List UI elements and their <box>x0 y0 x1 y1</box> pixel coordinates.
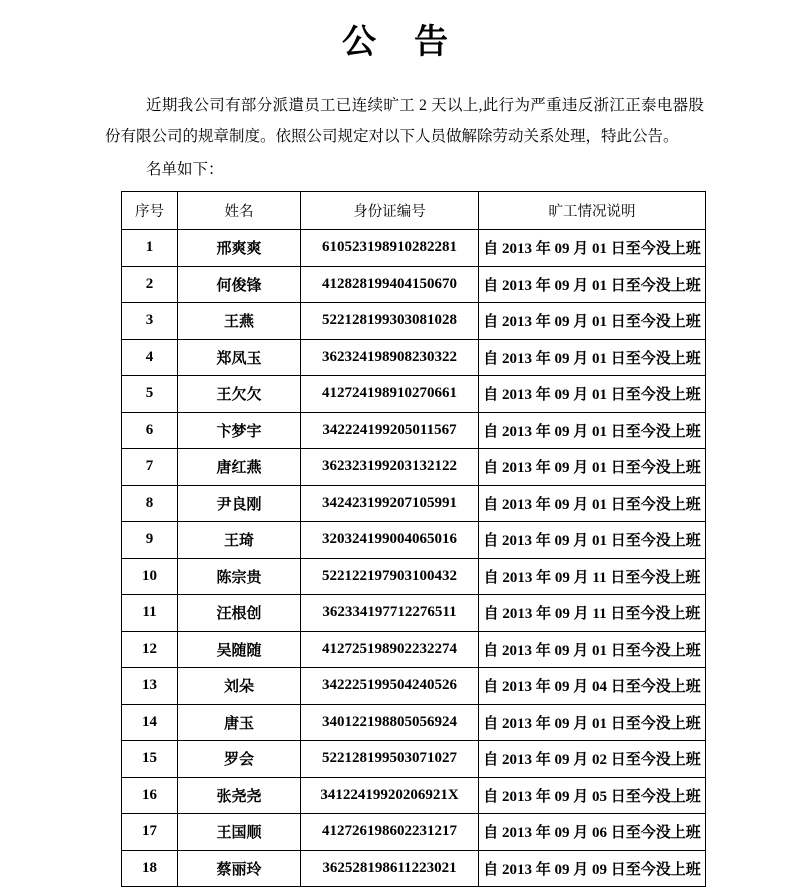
cell-index: 11 <box>122 595 178 632</box>
cell-index: 14 <box>122 704 178 741</box>
cell-name: 张尧尧 <box>178 777 301 814</box>
cell-id: 522122197903100432 <box>301 558 479 595</box>
header-absence: 旷工情况说明 <box>479 192 706 230</box>
cell-name: 王琦 <box>178 522 301 559</box>
header-index: 序号 <box>122 192 178 230</box>
table-row <box>122 595 706 632</box>
cell-index: 18 <box>122 850 178 887</box>
table-row <box>122 814 706 851</box>
cell-absence: 自 2013 年 09 月 02 日至今没上班 <box>479 741 706 778</box>
cell-absence: 自 2013 年 09 月 01 日至今没上班 <box>479 303 706 340</box>
table-row <box>122 485 706 522</box>
cell-id: 340122198805056924 <box>301 704 479 741</box>
cell-id: 610523198910282281 <box>301 230 479 267</box>
cell-id: 412726198602231217 <box>301 814 479 851</box>
cell-name: 吴随随 <box>178 631 301 668</box>
cell-absence: 自 2013 年 09 月 06 日至今没上班 <box>479 814 706 851</box>
cell-absence: 自 2013 年 09 月 01 日至今没上班 <box>479 704 706 741</box>
cell-id: 362334197712276511 <box>301 595 479 632</box>
cell-name: 唐玉 <box>178 704 301 741</box>
cell-index: 17 <box>122 814 178 851</box>
cell-absence: 自 2013 年 09 月 01 日至今没上班 <box>479 485 706 522</box>
table-row <box>122 850 706 887</box>
notice-table-body <box>122 230 706 887</box>
header-id: 身份证编号 <box>301 192 479 230</box>
cell-index: 1 <box>122 230 178 267</box>
cell-name: 刘朵 <box>178 668 301 705</box>
cell-index: 6 <box>122 412 178 449</box>
cell-index: 4 <box>122 339 178 376</box>
dismissal-table <box>121 191 706 887</box>
cell-absence: 自 2013 年 09 月 01 日至今没上班 <box>479 631 706 668</box>
cell-name: 蔡丽玲 <box>178 850 301 887</box>
cell-name: 王燕 <box>178 303 301 340</box>
cell-absence: 自 2013 年 09 月 01 日至今没上班 <box>479 230 706 267</box>
table-row <box>122 412 706 449</box>
cell-id: 320324199004065016 <box>301 522 479 559</box>
cell-name: 王国顺 <box>178 814 301 851</box>
table-row <box>122 230 706 267</box>
cell-absence: 自 2013 年 09 月 01 日至今没上班 <box>479 449 706 486</box>
cell-name: 尹良刚 <box>178 485 301 522</box>
table-row <box>122 522 706 559</box>
cell-index: 12 <box>122 631 178 668</box>
cell-index: 8 <box>122 485 178 522</box>
table-row <box>122 704 706 741</box>
table-row <box>122 303 706 340</box>
cell-id: 34122419920206921X <box>301 777 479 814</box>
cell-absence: 自 2013 年 09 月 01 日至今没上班 <box>479 376 706 413</box>
cell-id: 362324198908230322 <box>301 339 479 376</box>
cell-name: 郑凤玉 <box>178 339 301 376</box>
cell-id: 342423199207105991 <box>301 485 479 522</box>
cell-name: 罗会 <box>178 741 301 778</box>
cell-index: 5 <box>122 376 178 413</box>
header-name: 姓名 <box>178 192 301 230</box>
table-row <box>122 631 706 668</box>
table-row <box>122 449 706 486</box>
table-row <box>122 376 706 413</box>
table-row <box>122 741 706 778</box>
cell-absence: 自 2013 年 09 月 01 日至今没上班 <box>479 339 706 376</box>
cell-id: 522128199303081028 <box>301 303 479 340</box>
cell-id: 362323199203132122 <box>301 449 479 486</box>
cell-absence: 自 2013 年 09 月 01 日至今没上班 <box>479 522 706 559</box>
cell-name: 邢爽爽 <box>178 230 301 267</box>
cell-index: 16 <box>122 777 178 814</box>
cell-id: 522128199503071027 <box>301 741 479 778</box>
cell-id: 412724198910270661 <box>301 376 479 413</box>
cell-name: 何俊锋 <box>178 266 301 303</box>
cell-name: 卞梦宇 <box>178 412 301 449</box>
table-row <box>122 777 706 814</box>
table-row <box>122 266 706 303</box>
cell-index: 10 <box>122 558 178 595</box>
cell-absence: 自 2013 年 09 月 05 日至今没上班 <box>479 777 706 814</box>
cell-index: 7 <box>122 449 178 486</box>
table-row <box>122 558 706 595</box>
cell-index: 2 <box>122 266 178 303</box>
cell-name: 汪根创 <box>178 595 301 632</box>
cell-absence: 自 2013 年 09 月 11 日至今没上班 <box>479 595 706 632</box>
page-title: 公 告 <box>342 24 450 61</box>
cell-id: 412828199404150670 <box>301 266 479 303</box>
cell-id: 342224199205011567 <box>301 412 479 449</box>
cell-absence: 自 2013 年 09 月 04 日至今没上班 <box>479 668 706 705</box>
table-header-row <box>122 192 706 230</box>
table-row <box>122 339 706 376</box>
cell-index: 9 <box>122 522 178 559</box>
cell-absence: 自 2013 年 09 月 09 日至今没上班 <box>479 850 706 887</box>
list-intro-label: 名单如下： <box>146 161 224 178</box>
cell-name: 王欠欠 <box>178 376 301 413</box>
cell-id: 362528198611223021 <box>301 850 479 887</box>
cell-index: 3 <box>122 303 178 340</box>
table-row <box>122 668 706 705</box>
cell-name: 唐红燕 <box>178 449 301 486</box>
cell-absence: 自 2013 年 09 月 11 日至今没上班 <box>479 558 706 595</box>
cell-absence: 自 2013 年 09 月 01 日至今没上班 <box>479 266 706 303</box>
cell-id: 412725198902232274 <box>301 631 479 668</box>
cell-name: 陈宗贵 <box>178 558 301 595</box>
announcement-body-paragraph: 近期我公司有部分派遣员工已连续旷工 2 天以上,此行为严重违反浙江正泰电器股份有限公司的规章制度。依照公司规定对以下人员做解除劳动关系处理，特此公告。 <box>105 97 704 145</box>
cell-index: 13 <box>122 668 178 705</box>
cell-index: 15 <box>122 741 178 778</box>
cell-absence: 自 2013 年 09 月 01 日至今没上班 <box>479 412 706 449</box>
cell-id: 342225199504240526 <box>301 668 479 705</box>
